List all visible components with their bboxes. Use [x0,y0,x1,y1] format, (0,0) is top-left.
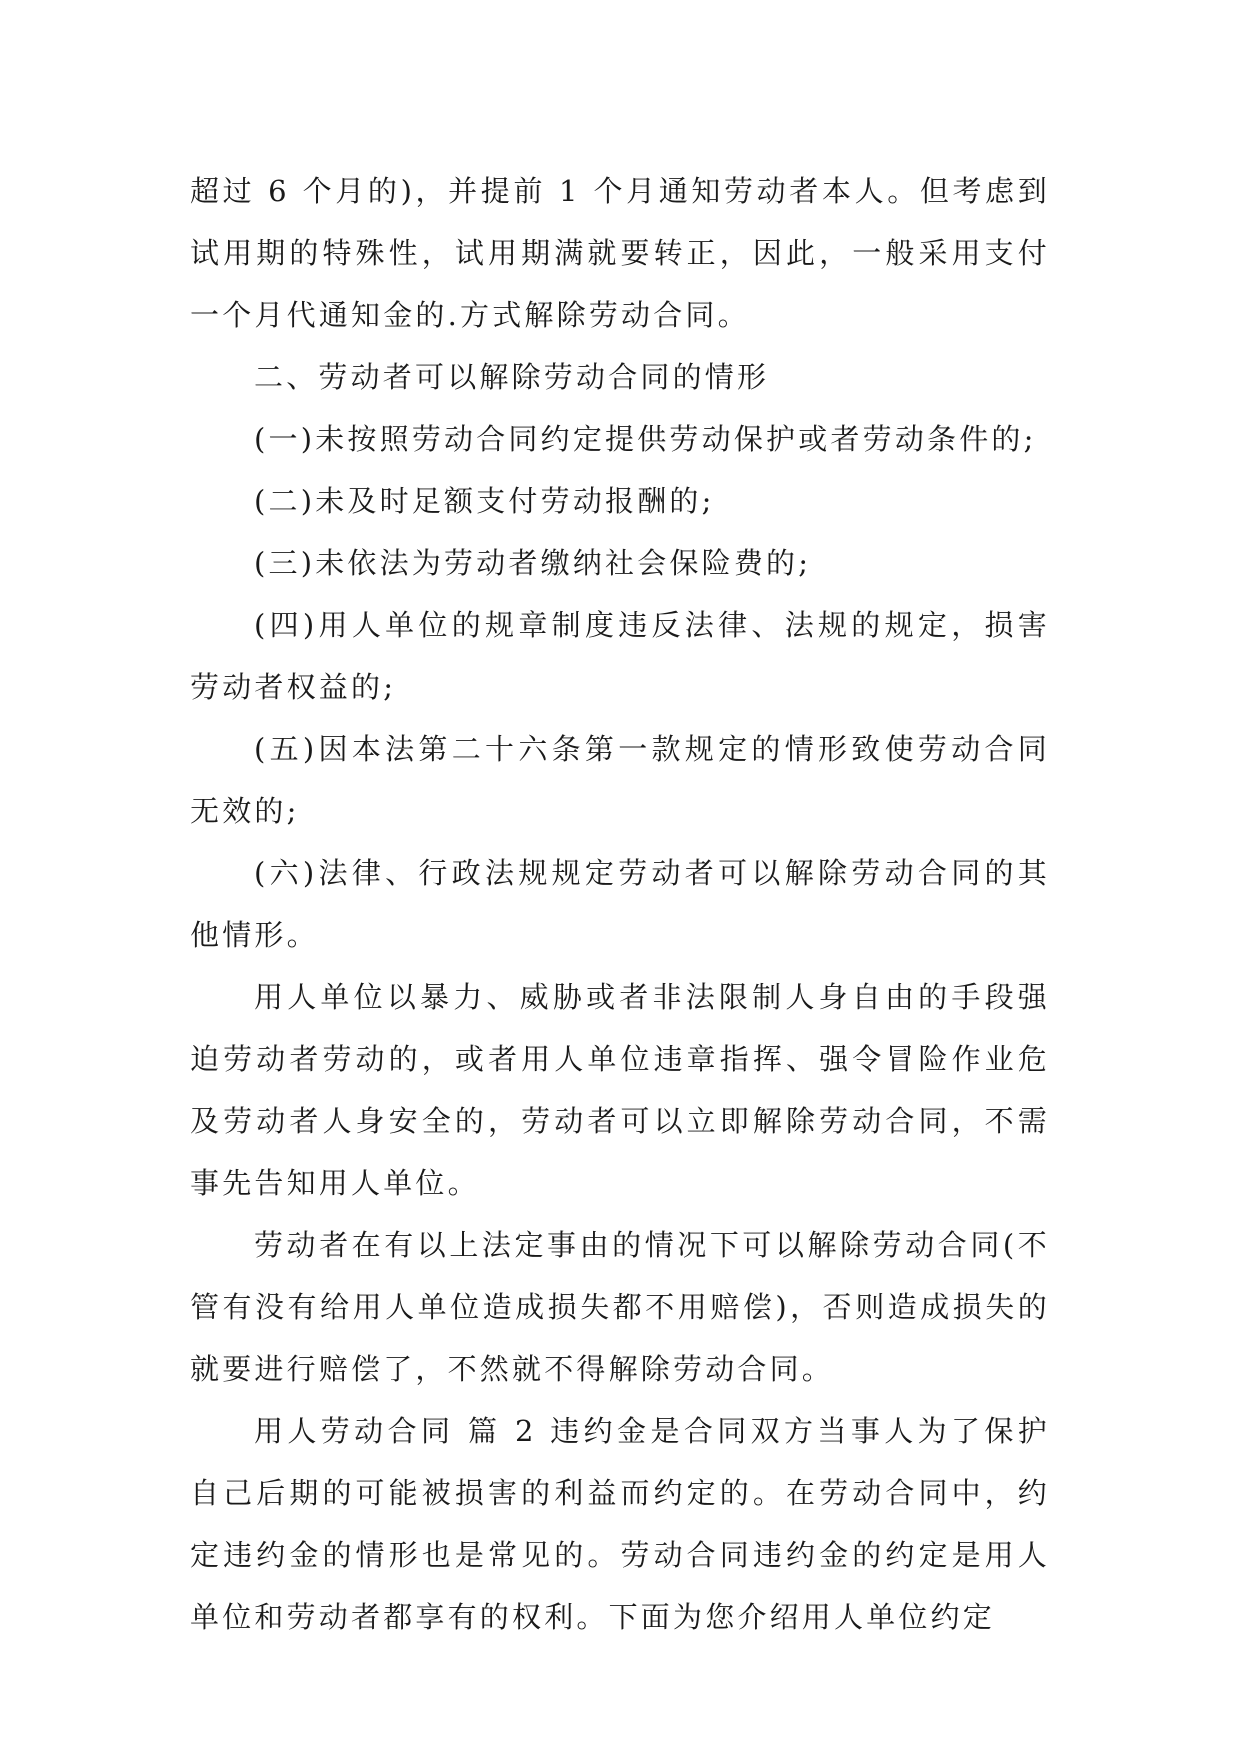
paragraph-10: 劳动者在有以上法定事由的情况下可以解除劳动合同(不管有没有给用人单位造成损失都不用赔偿)，否则造成损失的就要进行赔偿了，不然就不得解除劳动合同。 [190,1228,1050,1386]
paragraph-1: 超过 6 个月的)，并提前 1 个月通知劳动者本人。但考虑到试用期的特殊性，试用期满就要转正，因此，一般采用支付一个月代通知金的.方式解除劳动合同。 [190,174,1050,332]
paragraph-9: 用人单位以暴力、威胁或者非法限制人身自由的手段强迫劳动者劳动的，或者用人单位违章指挥、强令冒险作业危及劳动者人身安全的，劳动者可以立即解除劳动合同，不需事先告知用人单位。 [190,980,1050,1200]
paragraph-7-item-5: (五)因本法第二十六条第一款规定的情形致使劳动合同无效的; [190,732,1050,828]
document-body [190,160,1050,1648]
paragraph-2-heading: 二、劳动者可以解除劳动合同的情形 [254,360,770,394]
paragraph-6-item-4: (四)用人单位的规章制度违反法律、法规的规定，损害劳动者权益的; [190,608,1050,704]
paragraph-5-item-3: (三)未依法为劳动者缴纳社会保险费的; [254,546,812,580]
paragraph-8-item-6: (六)法律、行政法规规定劳动者可以解除劳动合同的其他情形。 [190,856,1050,952]
paragraph-3-item-1: (一)未按照劳动合同约定提供劳动保护或者劳动条件的; [254,422,1037,456]
paragraph-11: 用人劳动合同 篇 2 违约金是合同双方当事人为了保护自己后期的可能被损害的利益而约定的。在劳动合同中，约定违约金的情形也是常见的。劳动合同违约金的约定是用人单位和劳动者都享有的权利。下面为您介绍用人单位约定 [190,1414,1050,1634]
paragraph-4-item-2: (二)未及时足额支付劳动报酬的; [254,484,715,518]
